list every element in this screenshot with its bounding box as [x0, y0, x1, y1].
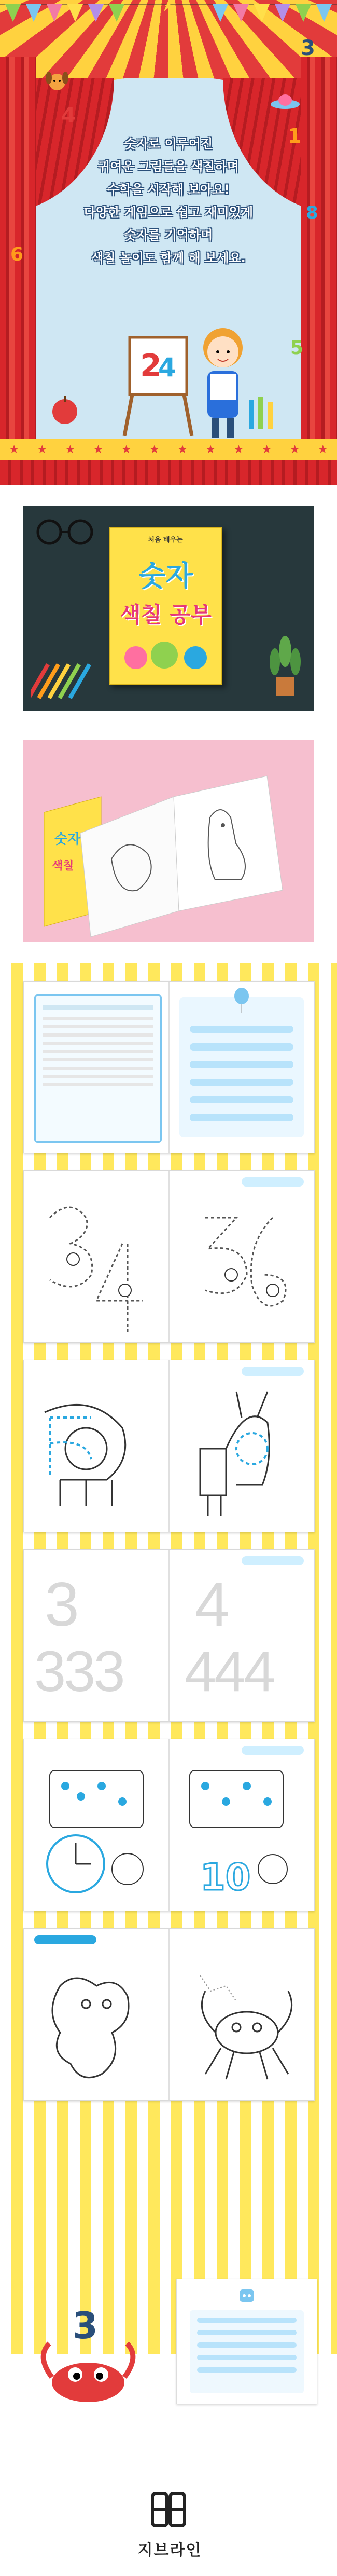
book-cover	[109, 527, 222, 685]
star-icon: ★	[9, 443, 19, 456]
intro-line: 수학을 시작해 보아요!	[107, 182, 230, 197]
practice-number: 4	[195, 1570, 230, 1639]
star-icon: ★	[289, 443, 300, 456]
intro-line: 귀여운 그림들을 색칠하며	[98, 159, 239, 174]
intro-line: 숫자를 기억하며	[124, 228, 213, 242]
open-book-photo	[23, 740, 314, 942]
star-icon	[164, 0, 173, 11]
page-header-tag	[242, 1367, 304, 1376]
dog-icon	[41, 67, 73, 93]
star-icon: ★	[233, 443, 244, 456]
deco-number: 4	[61, 104, 76, 128]
open-book-illustration	[23, 740, 314, 942]
svg-text:색칠: 색칠	[52, 860, 74, 873]
glasses-icon	[34, 516, 96, 548]
deco-number: 1	[288, 125, 302, 147]
svg-text:4: 4	[158, 352, 176, 383]
page-spread-contents	[23, 981, 315, 1153]
intro-line: 색칠 놀이도 함께 해 보세요.	[91, 251, 246, 265]
cover-characters	[120, 632, 211, 678]
deco-number: 5	[290, 337, 304, 359]
game-illustrations	[29, 1755, 309, 1905]
trace-number-illustrations	[29, 1187, 309, 1337]
page-spread-writing-practice	[23, 1549, 315, 1722]
deco-number: 3	[301, 36, 315, 60]
spine	[168, 1550, 170, 1721]
page-spread-games	[23, 1739, 315, 1911]
cover-title-line1: 숫자	[138, 560, 193, 592]
practice-number: 3	[45, 1570, 79, 1639]
svg-text:숫자: 숫자	[54, 832, 81, 847]
svg-text:2: 2	[140, 348, 162, 384]
cover-subtitle: 처음 배우는	[148, 536, 183, 544]
star-icon: ★	[261, 443, 272, 456]
apple-icon	[49, 392, 80, 428]
star-icon: ★	[205, 443, 216, 456]
animal-coloring-illustrations	[29, 1381, 309, 1526]
brand-logo-text: 지브라인	[137, 2541, 202, 2559]
zebrain-logo-icon	[150, 2491, 187, 2528]
page-spread-animals	[23, 1360, 315, 1532]
star-icon: ★	[121, 443, 132, 456]
circus-stage-banner	[0, 0, 337, 485]
page-spread-dot-to-dot	[23, 1928, 315, 2101]
balloon-icon	[231, 987, 252, 1013]
deco-number: 6	[10, 244, 24, 265]
star-icon: ★	[149, 443, 160, 456]
page-answers	[176, 2279, 317, 2404]
page-header-tag	[34, 1935, 96, 1944]
bunting-flags	[0, 0, 337, 31]
intro-box	[34, 994, 162, 1143]
dot-to-dot-illustrations	[29, 1955, 309, 2095]
pencils-icon	[244, 394, 285, 431]
page-header-tag	[242, 1556, 304, 1565]
intro-line: 숫자로 이루어진	[124, 137, 213, 151]
star-band	[0, 439, 337, 460]
star-icon: ★	[317, 443, 328, 456]
mascot-number: 3	[73, 2305, 98, 2347]
svg-text:10: 10	[200, 1856, 251, 1899]
curtain-right	[301, 57, 337, 457]
deco-number: 8	[306, 202, 318, 223]
contents-panel	[179, 997, 304, 1137]
page-spread-trace-numbers	[23, 1170, 315, 1343]
colored-pencils-icon	[31, 657, 109, 703]
page-header-tag	[242, 1177, 304, 1187]
ufo-icon	[270, 91, 301, 112]
star-icon: ★	[93, 443, 104, 456]
cover-title-line2: 색칠 공부	[120, 602, 212, 628]
easel-illustration	[119, 332, 197, 436]
intro-text	[62, 132, 275, 269]
intro-line: 다양한 게임으로 쉽고 재미있게	[83, 205, 254, 220]
answer-panel	[190, 2310, 304, 2393]
robot-icon	[236, 2284, 257, 2305]
spine	[168, 982, 170, 1153]
plant-icon	[262, 631, 308, 698]
star-icon: ★	[37, 443, 48, 456]
page-header-tag	[242, 1746, 304, 1755]
star-icon: ★	[177, 443, 188, 456]
practice-number: 333	[34, 1640, 123, 1703]
practice-number: 444	[185, 1640, 274, 1703]
star-icon: ★	[65, 443, 76, 456]
